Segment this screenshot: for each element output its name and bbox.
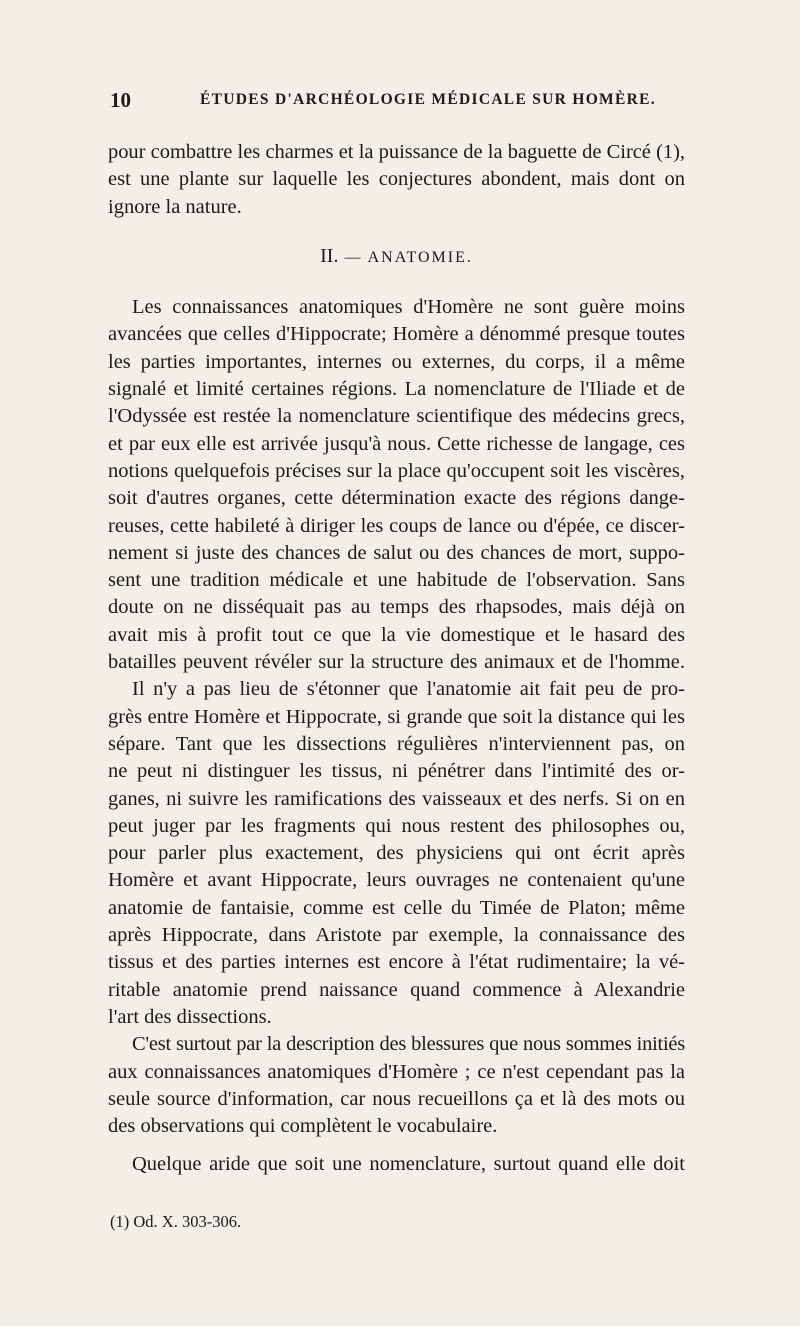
text-line: Quelque aride que soit une nomenclature, surtout quand elle doit [132,1153,685,1176]
text-line: pour combattre les charmes et la puissance de la baguette de Circé (1), [108,141,685,163]
section-number: II. [320,244,339,267]
text-line: Il n'y a pas lieu de s'étonner que l'anatomie ait fait peu de pro- [132,678,685,701]
text-line: anatomie de fantaisie, comme est celle du Timée de Platon; même [108,896,685,919]
page-header [110,88,680,118]
text-line: avait mis à profit tout ce que la vie domestique et le hasard des [108,623,685,646]
text-line: C'est surtout par la description des blessures que nous sommes initiés [132,1033,685,1056]
text-line: seule source d'information, car nous recueillons ça et là des mots ou [108,1087,685,1110]
text-line: ne peut ni distinguer les tissus, ni pénétrer dans l'intimité des or- [108,760,685,783]
section-heading [108,243,685,271]
text-line: tissus et des parties internes est encore à l'état rudimentaire; la vé- [108,951,685,974]
running-head: ÉTUDES D'ARCHÉOLOGIE MÉDICALE SUR HOMÈRE. [200,91,656,108]
page-number: 10 [110,88,131,112]
text-line: sépare. Tant que les dissections régulières n'interviennent pas, on [108,732,685,755]
text-line: ritable anatomie prend naissance quand commence à Alexandrie [108,978,685,1001]
text-line: avancées que celles d'Hippocrate; Homère a dénommé presque toutes [108,323,685,346]
section-dash: — [344,248,363,266]
text-line: soit d'autres organes, cette détermination exacte des régions dange- [108,487,685,510]
text-line: Homère et avant Hippocrate, leurs ouvrages ne contenaient qu'une [108,869,685,892]
text-line: des observations qui complètent le vocabulaire. [108,1115,498,1138]
footnote: (1) Od. X. 303-306. [110,1212,242,1231]
text-line: est une plante sur laquelle les conjectures abondent, mais dont on [108,168,685,191]
text-line: nement si juste des chances de salut ou des chances de mort, suppo- [108,541,685,564]
text-line: pour parler plus exactement, des physiciens qui ont écrit après [108,842,685,865]
text-line: notions quelquefois précises sur la place qu'occupent soit les viscères, [108,459,685,482]
section-title: ANATOMIE. [367,248,473,266]
text-line: sent une tradition médicale et une habitude de l'observation. Sans [108,569,685,592]
text-line: les parties importantes, internes ou externes, du corps, il a même [108,350,685,373]
text-line: doute on ne disséquait pas au temps des rhapsodes, mais déjà on [108,596,685,619]
text-line: batailles peuvent révéler sur la structure des animaux et de l'homme. [108,651,685,674]
text-line: l'Odyssée est restée la nomenclature scientifique des médecins grecs, [108,405,685,428]
text-line: Les connaissances anatomiques d'Homère ne sont guère moins [132,296,685,319]
text-line: signalé et limité certaines régions. La nomenclature de l'Iliade et de [108,378,685,401]
text-line: après Hippocrate, dans Aristote par exemple, la connaissance des [108,924,685,947]
text-line: grès entre Homère et Hippocrate, si grande que soit la distance qui les [108,705,685,728]
text-line: ganes, ni suivre les ramifications des vaisseaux et des nerfs. Si on en [108,787,685,810]
body-text [108,139,685,1179]
text-line: peut juger par les fragments qui nous restent des philosophes ou, [108,814,685,837]
text-line: et par eux elle est arrivée jusqu'à nous. Cette richesse de langage, ces [108,432,685,455]
text-line: aux connaissances anatomiques d'Homère ; ce n'est cependant pas la [108,1060,685,1083]
text-line: reuses, cette habileté à diriger les coups de lance ou d'épée, ce discer- [108,514,685,537]
text-line: l'art des dissections. [108,1005,272,1028]
text-line: ignore la nature. [108,195,242,218]
